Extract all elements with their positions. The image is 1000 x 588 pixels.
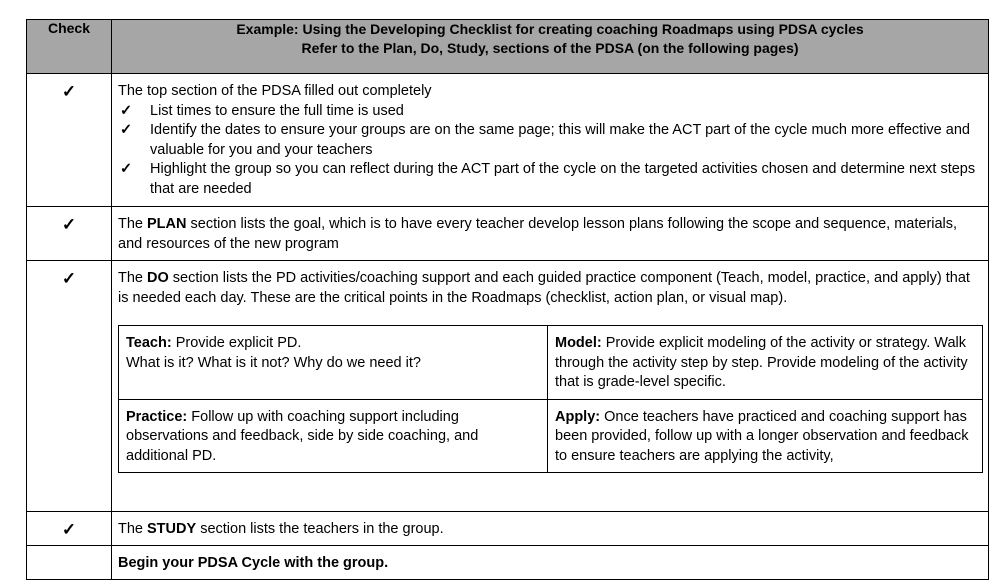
- practice-text: Follow up with coaching support including observations and feedback, side by side coaching, and additional PD.: [126, 408, 479, 464]
- apply-cell: [548, 399, 983, 473]
- check-mark: ✓: [27, 74, 112, 207]
- empty-check-cell: [27, 546, 112, 580]
- check-bullet-icon: ✓: [120, 122, 133, 138]
- teach-cell: [119, 326, 548, 400]
- do-text: section lists the PD activities/coaching support and each guided practice component (Teach, model, practice, and apply) that is needed each day. These are the critical points in the Roadmaps (checklist, action plan, or visual map).: [118, 270, 970, 306]
- plan-cell: [112, 207, 989, 261]
- check-mark: ✓: [27, 512, 112, 546]
- header-row: [27, 20, 989, 74]
- check-column-header: Check: [27, 20, 112, 74]
- guided-practice-table: [118, 325, 983, 473]
- begin-cell: [112, 546, 989, 580]
- teach-label: Teach:: [126, 335, 172, 351]
- do-keyword: DO: [147, 270, 169, 286]
- list-item-text: Identify the dates to ensure your groups are on the same page; this will make the ACT part of the cycle much more effective and valuable for you and your teachers: [150, 122, 970, 158]
- study-keyword: STUDY: [147, 521, 197, 537]
- list-item: [118, 160, 982, 199]
- do-text-pre: The: [118, 270, 148, 286]
- pdsa-checklist-table: [26, 19, 989, 580]
- top-section-cell: [112, 74, 989, 207]
- table-title: [112, 20, 989, 74]
- title-line-2: Refer to the Plan, Do, Study, sections of the PDSA (on the following pages): [301, 40, 799, 56]
- practice-cell: [119, 399, 548, 473]
- study-cell: [112, 512, 989, 546]
- list-item: [118, 102, 982, 122]
- list-item: [118, 121, 982, 160]
- begin-text: Begin your PDSA Cycle with the group.: [118, 555, 389, 571]
- model-label: Model:: [555, 335, 602, 351]
- list-item-text: List times to ensure the full time is used: [150, 102, 404, 119]
- do-cell: [112, 261, 989, 512]
- check-bullet-icon: ✓: [120, 102, 133, 119]
- apply-label: Apply:: [555, 408, 601, 425]
- list-item-text: Highlight the group so you can reflect during the ACT part of the cycle on the targeted activities chosen and determine next steps that are needed: [150, 161, 976, 197]
- plan-keyword: PLAN: [147, 216, 187, 232]
- model-text: Provide explicit modeling of the activity or strategy. Walk through the activity step by step. Provide modeling of the activity that is grade-level specific.: [555, 335, 968, 390]
- table-row-begin: [27, 546, 989, 580]
- study-text: section lists the teachers in the group.: [196, 521, 444, 537]
- study-text-pre: The: [118, 521, 148, 537]
- table-row-top-section: [27, 74, 989, 207]
- teach-questions: What is it? What is it not? Why do we need it?: [126, 354, 421, 371]
- plan-text-pre: The: [118, 216, 148, 232]
- teach-text: Provide explicit PD.: [171, 335, 302, 351]
- plan-text: section lists the goal, which is to have every teacher develop lesson plans following the scope and sequence, materials, and resources of the new program: [118, 216, 958, 252]
- check-mark: ✓: [27, 261, 112, 512]
- table-row-plan: [27, 207, 989, 261]
- title-line-1: Example: Using the Developing Checklist for creating coaching Roadmaps using PDSA cycles: [236, 21, 864, 37]
- table-row-study: [27, 512, 989, 546]
- check-mark: ✓: [27, 207, 112, 261]
- top-section-intro: The top section of the PDSA filled out completely: [118, 83, 432, 99]
- apply-text: Once teachers have practiced and coaching support has been provided, follow up with a longer observation and feedback to ensure teachers are applying the activity,: [555, 408, 969, 464]
- check-bullet-icon: ✓: [120, 161, 133, 177]
- table-row-do: [27, 261, 989, 512]
- practice-label: Practice:: [126, 408, 188, 425]
- model-cell: [548, 326, 983, 400]
- do-description: [118, 269, 982, 308]
